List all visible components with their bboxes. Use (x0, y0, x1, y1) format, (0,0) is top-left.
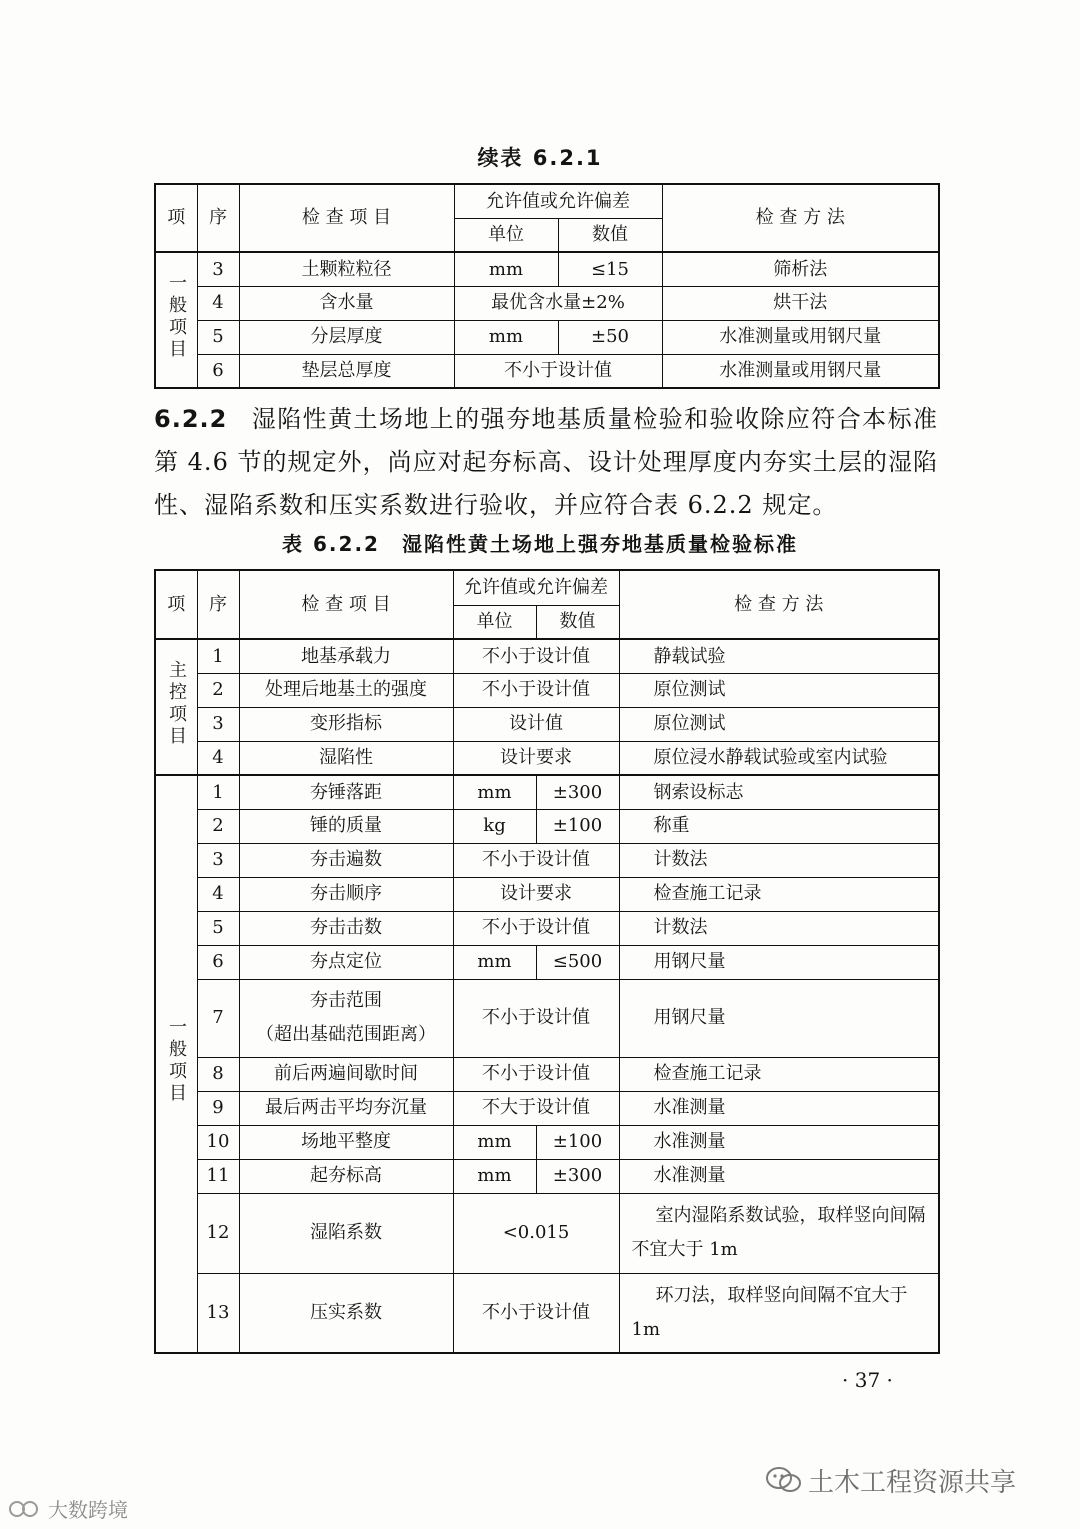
row-method: 用钢尺量 (619, 945, 939, 979)
row-item: 场地平整度 (239, 1125, 453, 1159)
row-item: 含水量 (239, 286, 454, 320)
header-value: 数值 (558, 218, 662, 252)
group-main: 主控项目 (155, 639, 197, 775)
row-item: 垫层总厚度 (239, 354, 454, 388)
table1-title: 续表 6.2.1 (477, 146, 603, 170)
row-no: 10 (197, 1125, 239, 1159)
row-item: 夯击顺序 (239, 877, 453, 911)
row-no: 13 (197, 1273, 239, 1353)
row-unit: kg (453, 809, 536, 843)
row-method: 水准测量 (619, 1159, 939, 1193)
row-allowance: 设计值 (453, 707, 619, 741)
row-item: 锤的质量 (239, 809, 453, 843)
row-method: 环刀法，取样竖向间隔不宜大于 1m (619, 1273, 939, 1353)
row-item: 湿陷系数 (239, 1193, 453, 1273)
table-row (155, 320, 939, 354)
page-number: · 37 · (842, 1368, 893, 1392)
group-general: 一般项目 (155, 252, 197, 388)
row-no: 5 (197, 320, 239, 354)
table-row (155, 1193, 939, 1273)
header-group: 项 (155, 184, 197, 252)
row-method: 筛析法 (662, 252, 939, 286)
row-no: 2 (197, 809, 239, 843)
row-method: 计数法 (619, 843, 939, 877)
row-unit: mm (453, 945, 536, 979)
table-row (155, 1273, 939, 1353)
row-no: 1 (197, 639, 239, 673)
row-value: ±100 (536, 809, 619, 843)
header-item: 检 查 项 目 (239, 570, 453, 639)
row-method: 原位测试 (619, 707, 939, 741)
table-row (155, 639, 939, 673)
table-6-2-1-continued (154, 183, 940, 389)
row-allowance: 不小于设计值 (454, 354, 662, 388)
header-no: 序 (197, 184, 239, 252)
row-method: 原位浸水静载试验或室内试验 (619, 741, 939, 775)
table-row (155, 1091, 939, 1125)
row-item: 夯击遍数 (239, 843, 453, 877)
table-row (155, 1125, 939, 1159)
table2-title: 表 6.2.2 湿陷性黄土场地上强夯地基质量检验标准 (282, 532, 798, 556)
row-item: 前后两遍间歇时间 (239, 1057, 453, 1091)
brand-watermark (8, 1494, 128, 1525)
row-no: 1 (197, 775, 239, 809)
row-method: 检查施工记录 (619, 1057, 939, 1091)
row-method: 水准测量或用钢尺量 (662, 354, 939, 388)
row-item: 处理后地基土的强度 (239, 673, 453, 707)
table-row (155, 809, 939, 843)
row-no: 3 (197, 707, 239, 741)
row-value: ±100 (536, 1125, 619, 1159)
row-value: ±50 (558, 320, 662, 354)
header-unit: 单位 (453, 605, 536, 639)
table-row (155, 252, 939, 286)
row-no: 9 (197, 1091, 239, 1125)
row-no: 4 (197, 286, 239, 320)
row-method: 静载试验 (619, 639, 939, 673)
row-allowance: 设计要求 (453, 877, 619, 911)
wechat-watermark (766, 1462, 1016, 1501)
row-method: 水准测量 (619, 1091, 939, 1125)
header-allowance: 允许值或允许偏差 (453, 570, 619, 605)
table-6-2-2 (154, 569, 940, 1354)
header-allowance: 允许值或允许偏差 (454, 184, 662, 218)
row-no: 12 (197, 1193, 239, 1273)
group-general: 一般项目 (155, 775, 197, 1353)
row-item-line2: （超出基础范围距离） (256, 1024, 436, 1045)
row-allowance: 不小于设计值 (453, 1057, 619, 1091)
row-no: 6 (197, 354, 239, 388)
row-unit: mm (454, 320, 558, 354)
row-method: 称重 (619, 809, 939, 843)
wechat-watermark-text: 土木工程资源共享 (808, 1468, 1017, 1498)
row-value: ±300 (536, 1159, 619, 1193)
table-row (155, 877, 939, 911)
row-method: 烘干法 (662, 286, 939, 320)
row-method: 计数法 (619, 911, 939, 945)
header-method: 检 查 方 法 (619, 570, 939, 639)
row-no: 7 (197, 979, 239, 1057)
row-value: ≤15 (558, 252, 662, 286)
row-item: 压实系数 (239, 1273, 453, 1353)
row-no: 5 (197, 911, 239, 945)
row-allowance: 不小于设计值 (453, 673, 619, 707)
row-value: ≤500 (536, 945, 619, 979)
row-method: 检查施工记录 (619, 877, 939, 911)
header-item: 检 查 项 目 (239, 184, 454, 252)
table-row (155, 673, 939, 707)
table-row (155, 775, 939, 809)
row-method: 室内湿陷系数试验，取样竖向间隔不宜大于 1m (619, 1193, 939, 1273)
header-no: 序 (197, 570, 239, 639)
row-method: 水准测量 (619, 1125, 939, 1159)
header-group: 项 (155, 570, 197, 639)
section-6-2-2 (154, 398, 938, 527)
table-row (155, 945, 939, 979)
row-no: 6 (197, 945, 239, 979)
section-text: 湿陷性黄土场地上的强夯地基质量检验和验收除应符合本标准第 4.6 节的规定外，尚应对起夯标高、设计处理厚度内夯实土层的湿陷性、湿陷系数和压实系数进行验收，并应符合表 6.2.2 规定。 (154, 405, 938, 519)
row-no: 3 (197, 252, 239, 286)
table-row (155, 741, 939, 775)
row-item: 土颗粒粒径 (239, 252, 454, 286)
row-value: ±300 (536, 775, 619, 809)
row-unit: mm (454, 252, 558, 286)
table-row (155, 843, 939, 877)
row-allowance: 不小于设计值 (453, 639, 619, 673)
row-no: 8 (197, 1057, 239, 1091)
row-allowance: 最优含水量±2% (454, 286, 662, 320)
section-number: 6.2.2 (154, 405, 228, 433)
row-no: 4 (197, 741, 239, 775)
table-row (155, 979, 939, 1057)
row-no: 2 (197, 673, 239, 707)
row-item: 分层厚度 (239, 320, 454, 354)
row-unit: mm (453, 1159, 536, 1193)
header-unit: 单位 (454, 218, 558, 252)
table-row (155, 707, 939, 741)
table-row (155, 354, 939, 388)
row-item-line1: 夯击范围 (310, 990, 382, 1011)
table-row (155, 286, 939, 320)
table-row (155, 911, 939, 945)
row-no: 11 (197, 1159, 239, 1193)
row-no: 3 (197, 843, 239, 877)
row-method: 水准测量或用钢尺量 (662, 320, 939, 354)
row-item: 夯锤落距 (239, 775, 453, 809)
row-allowance: 不小于设计值 (453, 911, 619, 945)
row-no: 4 (197, 877, 239, 911)
header-method: 检 查 方 法 (662, 184, 939, 252)
wechat-icon (766, 1466, 802, 1501)
row-allowance: <0.015 (453, 1193, 619, 1273)
row-allowance: 不大于设计值 (453, 1091, 619, 1125)
table-row (155, 1057, 939, 1091)
row-item: 夯点定位 (239, 945, 453, 979)
row-method: 原位测试 (619, 673, 939, 707)
row-allowance: 不小于设计值 (453, 979, 619, 1057)
row-item (239, 979, 453, 1057)
row-item: 地基承载力 (239, 639, 453, 673)
row-method: 钢索设标志 (619, 775, 939, 809)
row-method: 用钢尺量 (619, 979, 939, 1057)
row-allowance: 不小于设计值 (453, 843, 619, 877)
row-item: 变形指标 (239, 707, 453, 741)
row-unit: mm (453, 1125, 536, 1159)
row-item: 起夯标高 (239, 1159, 453, 1193)
row-unit: mm (453, 775, 536, 809)
brand-watermark-text: 大数跨境 (48, 1498, 128, 1522)
table-row (155, 1159, 939, 1193)
brand-logo-icon (8, 1498, 42, 1525)
row-item: 湿陷性 (239, 741, 453, 775)
row-item: 最后两击平均夯沉量 (239, 1091, 453, 1125)
row-item: 夯击击数 (239, 911, 453, 945)
header-value: 数值 (536, 605, 619, 639)
row-allowance: 设计要求 (453, 741, 619, 775)
row-allowance: 不小于设计值 (453, 1273, 619, 1353)
